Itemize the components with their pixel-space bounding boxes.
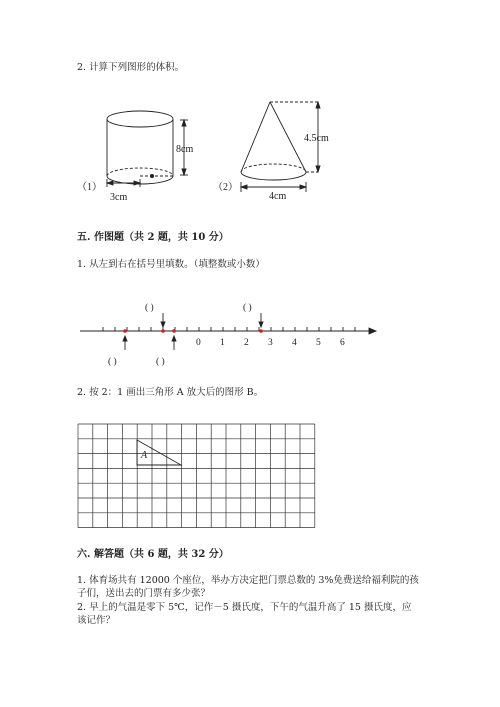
question-temperature-line2: 该记作？	[77, 615, 116, 626]
section6-heading: 六. 解答题（共 6 题，共 32 分）	[77, 549, 229, 560]
answer-blank-bottom-1: ( )	[108, 357, 117, 367]
tick-label-5: 5	[316, 338, 321, 348]
section5-heading: 五. 作图题（共 2 题，共 10 分）	[77, 232, 229, 243]
answer-blank-top-1: ( )	[145, 303, 154, 313]
question-tickets-line1: 1. 体育场共有 12000 个座位，举办方决定把门票总数的 3%免费送给福利院的孩	[77, 575, 419, 586]
tick-label-4: 4	[292, 338, 297, 348]
answer-blank-top-2: ( )	[243, 303, 252, 313]
drawing-grid	[78, 424, 315, 528]
tick-label-2: 2	[244, 338, 249, 348]
question-enlarge-triangle: 2. 按 2：1 画出三角形 A 放大后的图形 B。	[77, 387, 264, 398]
cylinder-number-label: （1）	[77, 182, 102, 193]
answer-blank-bottom-2: ( )	[156, 357, 165, 367]
tick-label-1: 1	[220, 338, 225, 348]
tick-label-0: 0	[196, 338, 201, 348]
question-tickets-line2: 子们，送出去的门票有多少张？	[77, 588, 211, 599]
question-number-line: 1. 从左到右在括号里填数。（填整数或小数）	[77, 259, 265, 270]
tick-label-6: 6	[340, 338, 345, 348]
cone-height-label: 4.5cm	[304, 133, 329, 144]
tick-label-3: 3	[268, 338, 273, 348]
cone-diameter-label: 4cm	[269, 191, 287, 202]
cone-figure	[241, 102, 320, 192]
question-temperature-line1: 2. 早上的气温是零下 5℃，记作－5 摄氏度，下午的气温升高了 15 摄氏度，应	[77, 602, 412, 613]
cone-number-label: （2）	[213, 182, 238, 193]
cylinder-diameter-label: 3cm	[110, 192, 128, 203]
cylinder-height-label: 8cm	[176, 144, 194, 155]
triangle-a-label: A	[141, 450, 148, 461]
question-compute-volume: 2. 计算下列图形的体积。	[77, 62, 185, 73]
